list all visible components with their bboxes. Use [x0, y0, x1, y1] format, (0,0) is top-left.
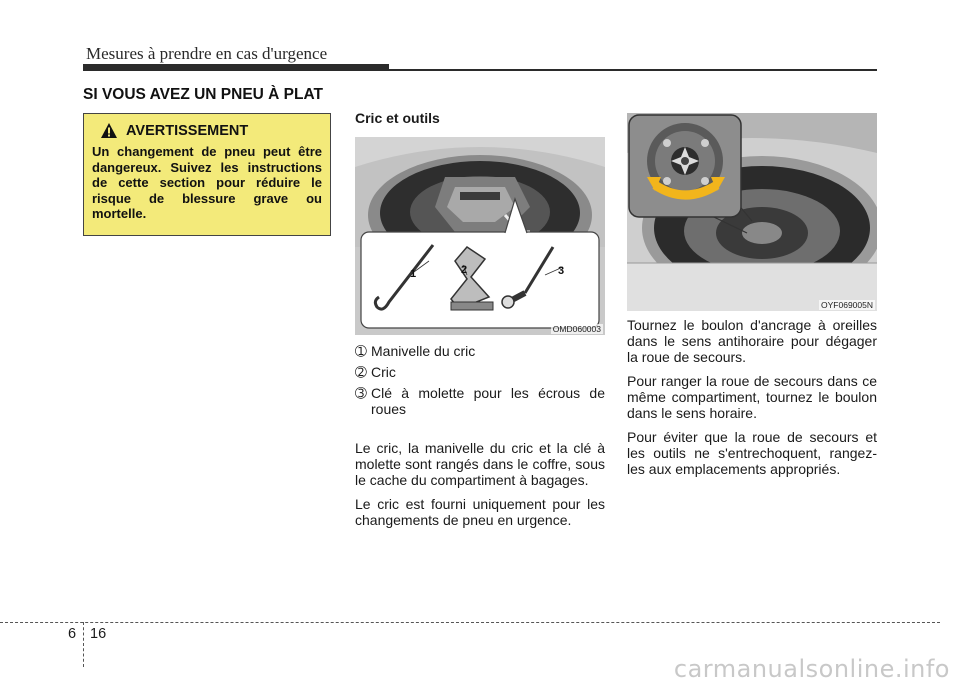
header-rule-thick [83, 64, 389, 71]
spare-tire-tools-illustration [355, 137, 605, 335]
warning-title: AVERTISSEMENT [126, 122, 249, 139]
footer-page-divider [83, 622, 84, 667]
list-number: ➂ [355, 385, 367, 401]
callout-1: 1 [410, 268, 417, 280]
section-title: SI VOUS AVEZ UN PNEU À PLAT [83, 86, 323, 103]
list-number: ➁ [355, 364, 367, 380]
paragraph: Pour éviter que la roue de secours et les outils ne s'entrechoquent, rangez-les aux emplacements appropriés. [627, 429, 877, 477]
paragraph: Pour ranger la roue de secours dans ce même compartiment, tournez le boulon dans le sens horaire. [627, 373, 877, 421]
figure-code: OMD060003 [552, 324, 601, 334]
list-item [355, 385, 605, 417]
watermark-text: carmanualsonline.info [673, 655, 950, 683]
subheading-jack-tools: Cric et outils [355, 110, 440, 126]
list-text: Manivelle du cric [371, 343, 476, 359]
chapter-number: 6 [68, 626, 77, 642]
spare-wheel-bolt-illustration [627, 113, 877, 311]
paragraph: Tournez le boulon d'ancrage à oreilles dans le sens antihoraire pour dégager la roue de secours. [627, 317, 877, 365]
right-column [627, 113, 877, 485]
warning-header [100, 122, 322, 139]
middle-column [355, 110, 605, 536]
list-number: ➀ [355, 343, 367, 359]
tool-list [355, 343, 605, 417]
list-text: Clé à molette pour les écrous de roues [371, 385, 605, 417]
callout-3: 3 [558, 265, 565, 277]
warning-box [83, 113, 331, 236]
paragraph: Le cric est fourni uniquement pour les changements de pneu en urgence. [355, 496, 605, 528]
header-rule-thin [389, 69, 877, 71]
footer-rule [0, 622, 940, 623]
list-item [355, 364, 605, 380]
callout-2: 2 [461, 264, 468, 276]
figure-jack-tools [355, 137, 605, 335]
list-text: Cric [371, 364, 396, 380]
warning-text: Un changement de pneu peut être dangereux. Suivez les instructions de cette section pour réduire le risque de blessure grave ou mortelle. [92, 144, 322, 222]
figure-code: OYF069005N [821, 300, 873, 310]
page-number: 16 [90, 626, 107, 642]
paragraph: Le cric, la manivelle du cric et la clé à molette sont rangés dans le coffre, sous le cache du compartiment à bagages. [355, 440, 605, 488]
list-item [355, 343, 605, 359]
figure-spare-wheel-bolt [627, 113, 877, 311]
warning-triangle-icon [100, 122, 118, 139]
page-header-title: Mesures à prendre en cas d'urgence [86, 44, 328, 63]
